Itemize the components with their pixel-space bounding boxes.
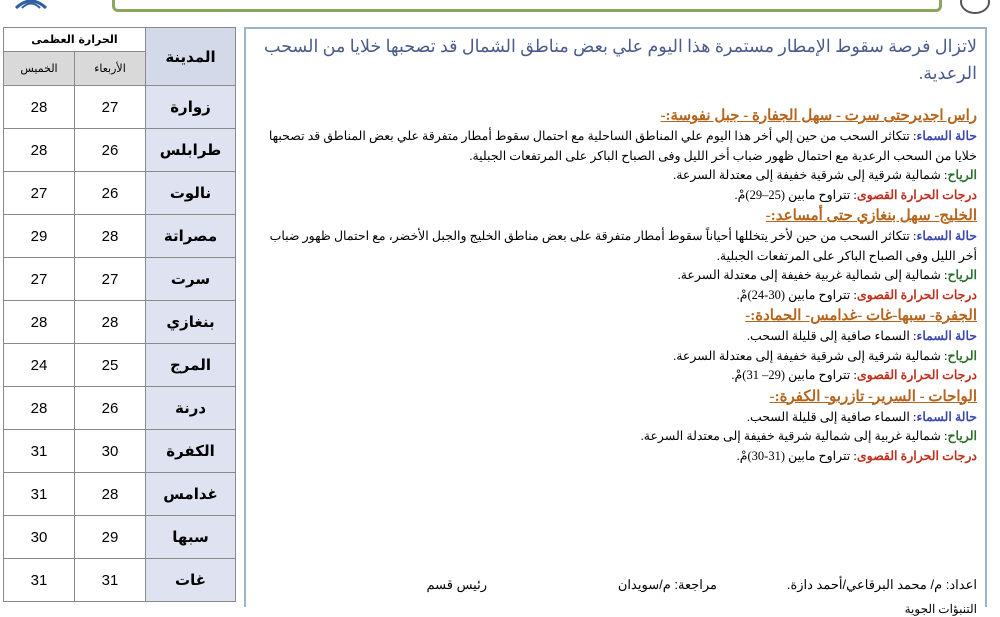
wednesday-temp: 25	[75, 344, 146, 387]
table-row	[4, 129, 236, 172]
thursday-temp: 30	[4, 516, 75, 559]
wednesday-header: الأربعاء	[75, 52, 146, 86]
wednesday-temp: 27	[75, 258, 146, 301]
wednesday-temp: 28	[75, 301, 146, 344]
table-row	[4, 473, 236, 516]
table-row	[4, 387, 236, 430]
temp-label: درجات الحرارة القصوى	[856, 368, 977, 382]
table-row	[4, 301, 236, 344]
sky-label: حالة السماء	[916, 129, 977, 143]
forecast-panel	[244, 27, 987, 616]
temp-line	[254, 366, 977, 386]
wednesday-temp: 26	[75, 129, 146, 172]
city-name: مصراتة	[146, 215, 236, 258]
temp-label: درجات الحرارة القصوى	[856, 187, 977, 202]
table-row	[4, 559, 236, 602]
prepared-by: اعداد: م/ محمد البرقاعي/أحمد دازة.	[786, 577, 977, 592]
table-row	[4, 516, 236, 559]
wind-line	[254, 266, 977, 286]
thursday-temp: 28	[4, 129, 75, 172]
department-head: رئيس قسم	[426, 577, 487, 592]
forecast-footer	[254, 577, 977, 599]
table-row	[4, 215, 236, 258]
sky-line	[254, 127, 977, 166]
region-block	[254, 205, 977, 305]
temp-line	[254, 286, 977, 306]
city-name: طرابلس	[146, 129, 236, 172]
city-header: المدينة	[146, 28, 236, 86]
thursday-temp: 27	[4, 172, 75, 215]
temp-text: : تتراوح مابين (30-24)مْ.	[736, 287, 857, 302]
sky-label: حالة السماء	[916, 229, 977, 243]
wind-line	[254, 427, 977, 447]
city-name: سبها	[146, 516, 236, 559]
max-temp-header: الحرارة العظمى	[4, 28, 146, 52]
table-row	[4, 258, 236, 301]
city-name: نالوت	[146, 172, 236, 215]
city-name: سرت	[146, 258, 236, 301]
forecast-regions	[254, 105, 977, 466]
temp-label: درجات الحرارة القصوى	[856, 448, 977, 463]
sky-line	[254, 227, 977, 266]
thursday-temp: 28	[4, 301, 75, 344]
wednesday-temp: 26	[75, 387, 146, 430]
thursday-header: الخميس	[4, 52, 75, 86]
wednesday-temp: 30	[75, 430, 146, 473]
table-row	[4, 86, 236, 129]
sky-text: : السماء صافية إلى قليلة السحب.	[746, 329, 917, 343]
region-title: الواحات - السرير- تازربو- الكفرة:-	[769, 388, 977, 405]
thursday-temp: 24	[4, 344, 75, 387]
city-name: المرج	[146, 344, 236, 387]
region-block	[254, 305, 977, 386]
region-title: الخليج- سهل بنغازي حتى أمساعد:-	[765, 208, 977, 224]
wednesday-temp: 27	[75, 86, 146, 129]
thursday-temp: 28	[4, 387, 75, 430]
wind-text: : شمالية إلى شمالية غربية خفيفة إلى معتدلة السرعة.	[677, 268, 948, 282]
table-row	[4, 430, 236, 473]
region-block	[254, 386, 977, 467]
reviewed-by: مراجعة: م/سويدان	[617, 577, 717, 592]
wednesday-temp: 29	[75, 516, 146, 559]
sky-line	[254, 327, 977, 347]
region-title: راس اجديرحتى سرت - سهل الجفارة - جبل نفوسة:-	[660, 108, 977, 124]
temp-text: : تتراوح مابين (25–29)مْ.	[734, 187, 857, 202]
forecast-lead: لاتزال فرصة سقوط الإمطار مستمرة هذا اليوم علي بعض مناطق الشمال قد تصحبها خلايا من السحب الرعدية.	[264, 36, 977, 83]
region-block	[254, 105, 977, 205]
wind-text: : شمالية شرقية إلى شرقية خفيفة إلى معتدلة السرعة.	[673, 168, 948, 182]
wednesday-temp: 31	[75, 559, 146, 602]
logo-icon	[14, 0, 48, 10]
thursday-temp: 31	[4, 473, 75, 516]
city-name: درنة	[146, 387, 236, 430]
thursday-temp: 31	[4, 430, 75, 473]
wednesday-temp: 28	[75, 473, 146, 516]
city-name: غات	[146, 559, 236, 602]
wind-line	[254, 347, 977, 367]
table-row	[4, 344, 236, 387]
city-name: زوارة	[146, 86, 236, 129]
wind-text: : شمالية شرقية إلى شرقية خفيفة إلى معتدلة السرعة.	[673, 348, 948, 363]
footer-cut-line: التنبؤات الجوية	[904, 602, 977, 616]
sky-text: : السماء صافية إلى قليلة السحب.	[746, 409, 917, 424]
temperature-table	[3, 27, 236, 602]
wind-text: : شمالية غربية إلى شمالية شرقية خفيفة إلى معتدلة السرعة.	[640, 429, 948, 443]
wind-line	[254, 166, 977, 186]
wind-label: الرياح	[947, 348, 977, 363]
temp-text: : تتراوح مابين (29– 31)مْ.	[731, 368, 857, 382]
city-name: بنغازي	[146, 301, 236, 344]
sky-text: : تتكاثر السحب من حين إلي أخر هذا اليوم علي المناطق الساحلية مع احتمال سقوط أمطار متفرقة علي بعض المناطق قد تصحبها خلايا من السحب الرعدية مع احتمال ظهور ضباب أخر الليل وفى الصباح الباكر على المرتفعات الجبلية.	[268, 129, 977, 163]
temp-line	[254, 186, 977, 206]
table-row	[4, 172, 236, 215]
wind-label: الرياح	[947, 429, 977, 443]
thursday-temp: 29	[4, 215, 75, 258]
sky-line	[254, 408, 977, 428]
thursday-temp: 27	[4, 258, 75, 301]
city-name: غدامس	[146, 473, 236, 516]
sky-label: حالة السماء	[916, 329, 977, 343]
sky-text: : تتكاثر السحب من حين لأخر يتخللها أحياناً سقوط أمطار متفرقة على بعض مناطق الخليج والجبل الأخضر، مع احتمال ظهور ضباب أخر الليل وفى الصباح الباكر على المرتفعات الجبلية.	[269, 229, 977, 263]
header-frame	[112, 0, 942, 12]
wednesday-temp: 28	[75, 215, 146, 258]
temp-label: درجات الحرارة القصوى	[856, 287, 977, 302]
wednesday-temp: 26	[75, 172, 146, 215]
city-name: الكفرة	[146, 430, 236, 473]
wind-label: الرياح	[947, 268, 977, 282]
temp-text: : تتراوح مابين (31-30)مْ.	[736, 448, 857, 463]
sky-label: حالة السماء	[916, 409, 977, 424]
wind-label: الرياح	[947, 168, 977, 182]
emblem-icon	[960, 0, 990, 14]
thursday-temp: 31	[4, 559, 75, 602]
temp-line	[254, 447, 977, 467]
region-title: الجفرة- سبها-غات -غدامس- الحمادة:-	[745, 308, 977, 324]
thursday-temp: 28	[4, 86, 75, 129]
